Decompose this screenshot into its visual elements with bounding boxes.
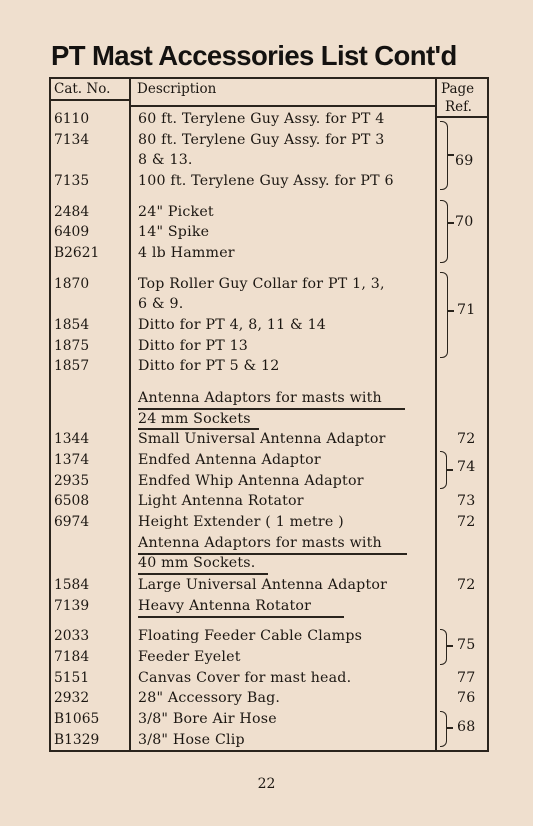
description: 24" Picket (138, 204, 214, 220)
description: 28" Accessory Bag. (138, 690, 281, 706)
description: 3/8" Hose Clip (138, 732, 245, 748)
page-ref: 72 (457, 431, 476, 447)
cat-no: 7184 (54, 649, 90, 665)
section-underline (138, 616, 344, 618)
description: Feeder Eyelet (138, 649, 241, 665)
cat-no: 1374 (54, 452, 90, 468)
description: 60 ft. Terylene Guy Assy. for PT 4 (138, 111, 385, 127)
cat-no: 1344 (54, 431, 90, 447)
header-cat-no: Cat. No. (54, 81, 111, 97)
header-ref: Ref. (445, 99, 472, 115)
description: 8 & 13. (138, 152, 193, 168)
description: Large Universal Antenna Adaptor (138, 577, 388, 593)
section-heading: 40 mm Sockets. (138, 555, 256, 571)
brace-icon (440, 629, 447, 665)
brace-icon (440, 272, 448, 358)
cat-no: 1854 (54, 317, 90, 333)
brace-icon (440, 200, 448, 263)
page-ref: 76 (457, 690, 476, 706)
description: 4 lb Hammer (138, 245, 235, 261)
page-ref: 75 (457, 637, 476, 653)
section-heading: Antenna Adaptors for masts with (138, 535, 382, 551)
brace-tip-icon (447, 727, 453, 729)
brace-tip-icon (447, 645, 453, 647)
cat-no: 6974 (54, 514, 90, 530)
page-ref: 72 (457, 577, 476, 593)
header-rule (131, 105, 435, 107)
column-divider (129, 79, 131, 750)
cat-no: 2932 (54, 690, 90, 706)
accessories-table (49, 77, 489, 752)
description: Ditto for PT 13 (138, 338, 249, 354)
cat-no: 6409 (54, 224, 90, 240)
description: Small Universal Antenna Adaptor (138, 431, 386, 447)
cat-no: B1065 (54, 711, 100, 727)
cat-no: B1329 (54, 732, 100, 748)
page-ref: 77 (457, 670, 476, 686)
description: Light Antenna Rotator (138, 493, 304, 509)
page-ref: 68 (457, 719, 476, 735)
description: 14" Spike (138, 224, 210, 240)
header-page: Page (441, 81, 475, 97)
cat-no: 7134 (54, 132, 90, 148)
cat-no: 2935 (54, 473, 90, 489)
description: Height Extender ( 1 metre ) (138, 514, 344, 530)
description: Floating Feeder Cable Clamps (138, 628, 363, 644)
cat-no: 2033 (54, 628, 90, 644)
cat-no: 7135 (54, 173, 90, 189)
header-rule (51, 99, 131, 101)
cat-no: 1857 (54, 358, 90, 374)
description: 80 ft. Terylene Guy Assy. for PT 3 (138, 132, 385, 148)
description: Canvas Cover for mast head. (138, 670, 352, 686)
description: Heavy Antenna Rotator (138, 598, 312, 614)
cat-no: 5151 (54, 670, 90, 686)
section-heading: 24 mm Sockets (138, 411, 251, 427)
cat-no: 1584 (54, 577, 90, 593)
header-description: Description (137, 81, 217, 97)
cat-no: 2484 (54, 204, 90, 220)
brace-tip-icon (448, 222, 454, 224)
brace-tip-icon (448, 154, 454, 156)
description: 100 ft. Terylene Guy Assy. for PT 6 (138, 173, 394, 189)
description: Ditto for PT 4, 8, 11 & 14 (138, 317, 327, 333)
page-ref: 69 (455, 153, 474, 169)
page-ref: 71 (457, 302, 476, 318)
brace-tip-icon (447, 469, 453, 471)
page-number: 22 (257, 776, 276, 792)
description: 3/8" Bore Air Hose (138, 711, 277, 727)
description: 6 & 9. (138, 296, 184, 312)
page-title: PT Mast Accessories List Cont'd (51, 40, 457, 71)
column-divider (435, 79, 437, 750)
page-ref: 70 (455, 214, 474, 230)
cat-no: B2621 (54, 245, 100, 261)
brace-icon (440, 121, 448, 190)
cat-no: 7139 (54, 598, 90, 614)
cat-no: 1870 (54, 276, 90, 292)
brace-icon (440, 711, 447, 747)
description: Endfed Antenna Adaptor (138, 452, 321, 468)
page-ref: 72 (457, 514, 476, 530)
description: Ditto for PT 5 & 12 (138, 358, 280, 374)
cat-no: 6508 (54, 493, 90, 509)
page-ref: 74 (457, 459, 476, 475)
brace-icon (440, 451, 447, 489)
description: Endfed Whip Antenna Adaptor (138, 473, 364, 489)
section-heading: Antenna Adaptors for masts with (138, 390, 382, 406)
cat-no: 1875 (54, 338, 90, 354)
description: Top Roller Guy Collar for PT 1, 3, (138, 276, 385, 292)
brace-tip-icon (448, 310, 454, 312)
page-ref: 73 (457, 493, 476, 509)
cat-no: 6110 (54, 111, 90, 127)
